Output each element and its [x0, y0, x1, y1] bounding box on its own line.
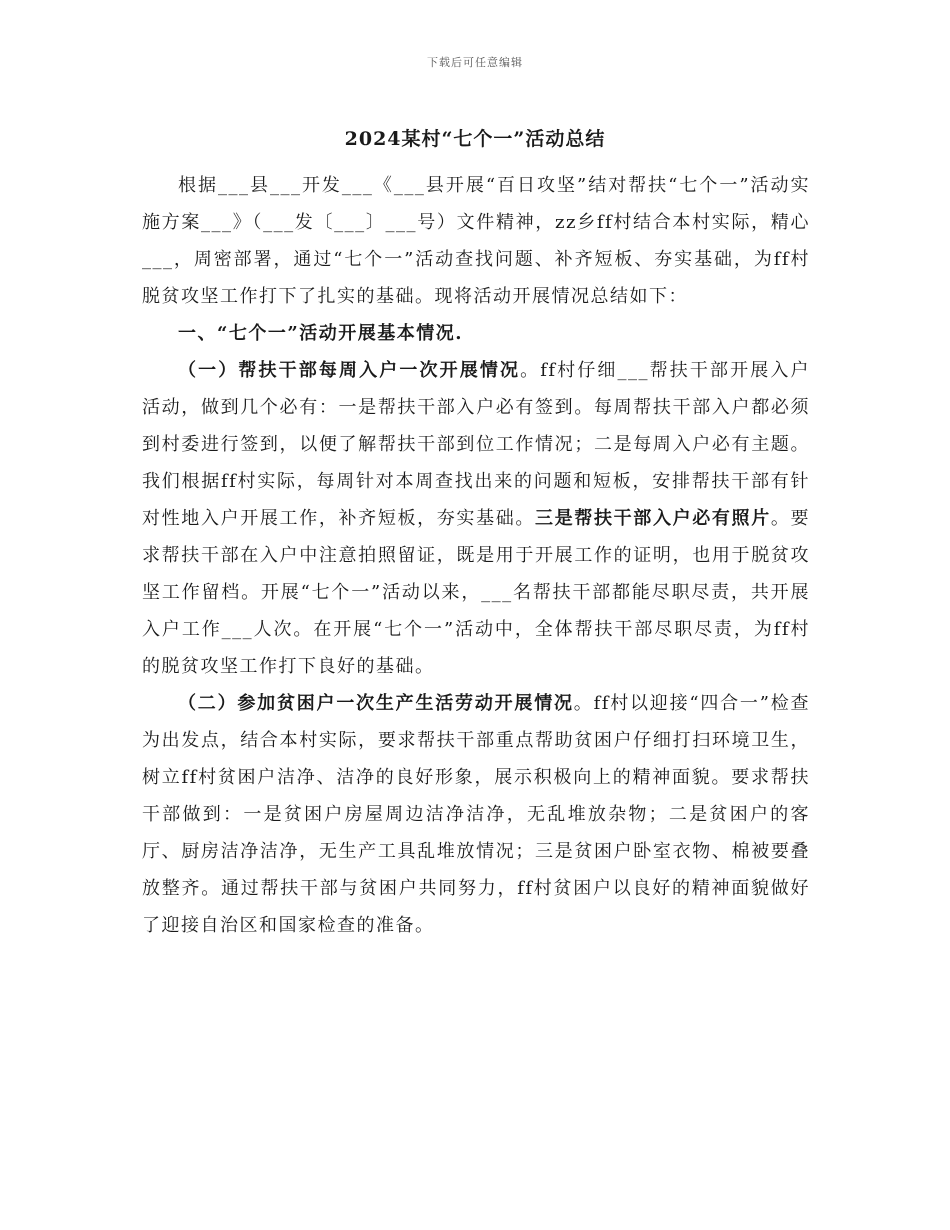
section-heading-1: 一、“七个一”活动开展基本情况. — [178, 323, 463, 344]
subsection-1-lead: （一）帮扶干部每周入户一次开展情况 — [178, 360, 521, 381]
intro-paragraph: 根据___县___开发___《___县开展“百日攻坚”结对帮扶“七个一”活动实施方案___》（___发〔___〕___号）文件精神，zz乡ff村结合本村实际，精心___，周密部署，通过“七个一”活动查找问题、补齐短板、夯实基础，为ff村脱贫攻坚工作打下了扎实的基础。现将活动开展情况总结如下： — [142, 175, 810, 307]
subsection-1-bold-point: 三是帮扶干部入户必有照片 — [535, 508, 771, 529]
subsection-2-lead: （二）参加贫困户一次生产生活劳动开展情况 — [178, 693, 574, 714]
document-title: 2024某村“七个一”活动总结 — [344, 128, 606, 150]
subsection-1-text-b: 。要求帮扶干部在入户中注意拍照留证，既是用于开展工作的证明，也用于脱贫攻坚工作留档。开展“七个一”活动以来，___名帮扶干部都能尽职尽责，共开展入户工作___人次。在开展“七个一”活动中，全体帮扶干部尽职尽责，为ff村的脱贫攻坚工作打下良好的基础。 — [142, 508, 811, 677]
subsection-2-text: 。ff村以迎接“四合一”检查为出发点，结合本村实际，要求帮扶干部重点帮助贫困户仔细打扫环境卫生，树立ff村贫困户洁净、洁净的良好形象，展示积极向上的精神面貌。要求帮扶干部做到：一是贫困户房屋周边洁净洁净，无乱堆放杂物；二是贫困户的客厅、厨房洁净洁净，无生产工具乱堆放情况；三是贫困户卧室衣物、棉被要叠放整齐。通过帮扶干部与贫困户共同努力，ff村贫困户以良好的精神面貌做好了迎接自治区和国家检查的准备。 — [142, 693, 810, 936]
subsection-paragraph-1 — [142, 352, 810, 685]
page-header-note: 下载后可任意编辑 — [427, 56, 523, 69]
document-body — [142, 167, 810, 944]
subsection-paragraph-2 — [142, 685, 810, 944]
subsection-1-text-a: 。ff村仔细___帮扶干部开展入户活动，做到几个必有：一是帮扶干部入户必有签到。每周帮扶干部入户都必须到村委进行签到，以便了解帮扶干部到位工作情况；二是每周入户必有主题。我们根据ff村实际，每周针对本周查找出来的问题和短板，安排帮扶干部有针对性地入户开展工作，补齐短板，夯实基础。 — [142, 360, 811, 529]
